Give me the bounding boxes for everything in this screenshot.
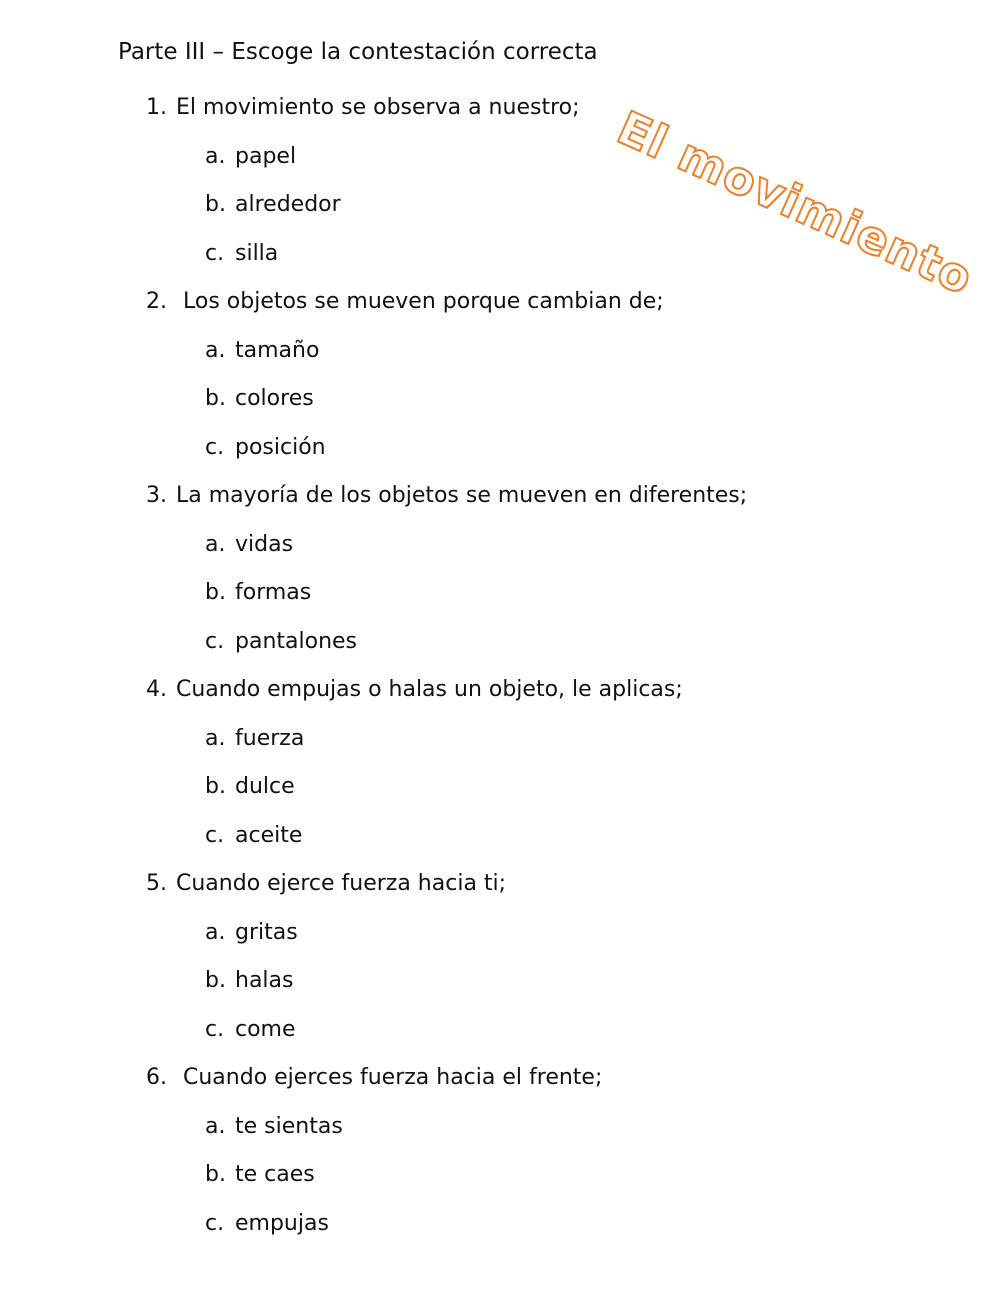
question-number: 4. — [146, 677, 167, 702]
option-letter: c. — [205, 434, 225, 460]
option-text: vidas — [235, 531, 294, 557]
option-letter: b. — [205, 192, 226, 217]
option-text: alrededor — [235, 192, 341, 217]
option-letter: a. — [205, 531, 226, 557]
option-letter: b. — [205, 386, 226, 411]
option-letter: c. — [205, 1016, 225, 1042]
option-text: gritas — [235, 919, 298, 945]
answer-option[interactable] — [0, 962, 1000, 1011]
question-4 — [0, 671, 1000, 865]
answer-option[interactable] — [0, 914, 1000, 963]
option-letter: a. — [205, 919, 226, 945]
answer-option[interactable] — [0, 526, 1000, 575]
option-letter: b. — [205, 774, 226, 799]
question-label: Cuando ejerces fuerza hacia el frente; — [176, 1065, 603, 1090]
question-label: Cuando empujas o halas un objeto, le aplicas; — [176, 677, 683, 702]
answer-option[interactable] — [0, 1011, 1000, 1060]
option-text: come — [235, 1016, 296, 1042]
question-label: Los objetos se mueven porque cambian de; — [176, 289, 664, 314]
answer-option[interactable] — [0, 720, 1000, 769]
answer-option[interactable] — [0, 574, 1000, 623]
answer-option[interactable] — [0, 1205, 1000, 1254]
option-text: tamaño — [235, 337, 320, 363]
question-text — [0, 477, 1000, 526]
option-text: halas — [235, 968, 294, 993]
answer-option[interactable] — [0, 380, 1000, 429]
answer-option[interactable] — [0, 186, 1000, 235]
question-number: 6. — [146, 1065, 167, 1090]
question-number: 1. — [146, 95, 167, 120]
option-letter: c. — [205, 822, 225, 848]
option-letter: b. — [205, 968, 226, 993]
question-label: Cuando ejerce fuerza hacia ti; — [176, 871, 507, 896]
answer-option[interactable] — [0, 768, 1000, 817]
option-letter: a. — [205, 1113, 226, 1139]
option-text: fuerza — [235, 725, 305, 751]
question-label: La mayoría de los objetos se mueven en diferentes; — [176, 483, 748, 508]
answer-option[interactable] — [0, 138, 1000, 187]
option-letter: a. — [205, 725, 226, 751]
option-letter: a. — [205, 143, 226, 169]
option-letter: c. — [205, 240, 225, 266]
option-text: silla — [235, 240, 279, 266]
answer-option[interactable] — [0, 332, 1000, 381]
option-text: te caes — [235, 1162, 315, 1187]
option-text: dulce — [235, 774, 295, 799]
question-1 — [0, 89, 1000, 283]
option-text: pantalones — [235, 628, 358, 654]
page-title: Parte III – Escoge la contestación correcta — [118, 39, 598, 65]
question-text — [0, 1059, 1000, 1108]
question-label: El movimiento se observa a nuestro; — [176, 95, 580, 120]
question-6 — [0, 1059, 1000, 1253]
option-letter: a. — [205, 337, 226, 363]
option-letter: c. — [205, 1210, 225, 1236]
quiz-list — [0, 89, 1000, 1253]
option-letter: c. — [205, 628, 225, 654]
option-text: empujas — [235, 1210, 329, 1236]
answer-option[interactable] — [0, 235, 1000, 284]
watermark-title: El movimiento — [609, 100, 982, 306]
option-text: posición — [235, 434, 326, 460]
option-text: formas — [235, 580, 312, 605]
question-text — [0, 865, 1000, 914]
question-3 — [0, 477, 1000, 671]
option-text: papel — [235, 143, 297, 169]
option-text: aceite — [235, 822, 303, 848]
option-text: colores — [235, 386, 314, 411]
answer-option[interactable] — [0, 1108, 1000, 1157]
question-5 — [0, 865, 1000, 1059]
option-text: te sientas — [235, 1113, 343, 1139]
question-number: 2. — [146, 289, 167, 314]
option-letter: b. — [205, 1162, 226, 1187]
answer-option[interactable] — [0, 1156, 1000, 1205]
question-text — [0, 671, 1000, 720]
question-number: 3. — [146, 483, 167, 508]
answer-option[interactable] — [0, 817, 1000, 866]
answer-option[interactable] — [0, 623, 1000, 672]
question-text — [0, 89, 1000, 138]
answer-option[interactable] — [0, 429, 1000, 478]
option-letter: b. — [205, 580, 226, 605]
question-number: 5. — [146, 871, 167, 896]
question-2 — [0, 283, 1000, 477]
question-text — [0, 283, 1000, 332]
